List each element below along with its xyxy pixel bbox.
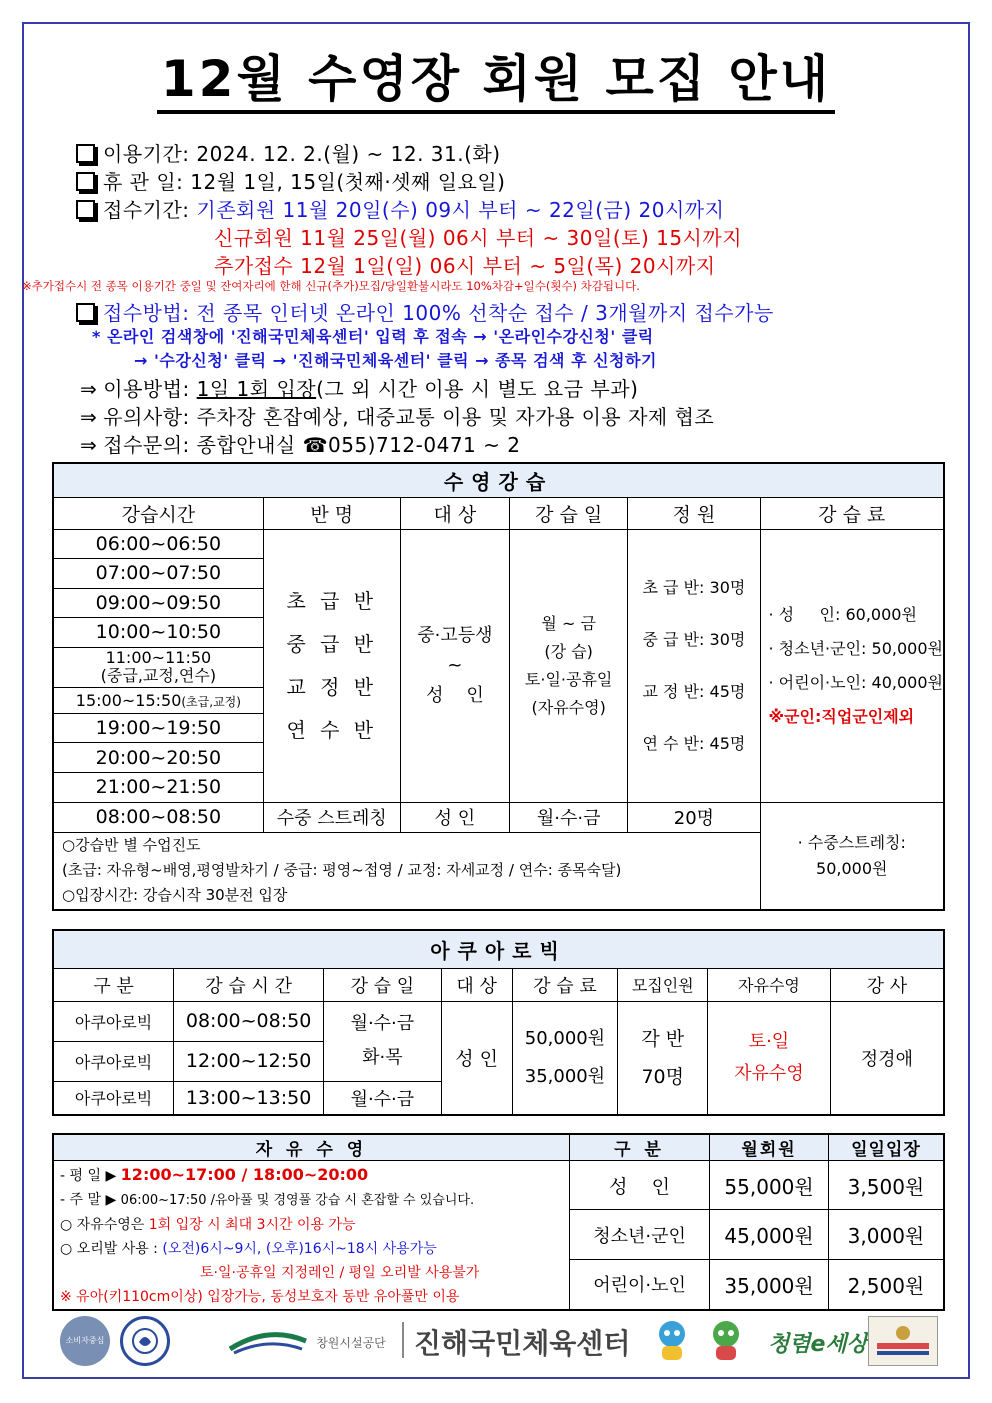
time-cell: 15:00~15:50(초급,교정) — [53, 687, 263, 713]
corp-swoosh-icon — [228, 1327, 308, 1357]
swim-lesson-table — [52, 462, 945, 911]
price-type: 어린이·노인 — [569, 1259, 709, 1310]
col-capacity: 정 원 — [628, 497, 760, 529]
aqua-fee: 50,000원 35,000원 — [512, 1001, 618, 1115]
aqua-row-name: 아쿠아로빅 — [53, 1081, 174, 1115]
col-daily: 일일입장 — [828, 1134, 944, 1161]
stretch-name: 수중 스트레칭 — [263, 802, 400, 832]
aqua-target: 성 인 — [441, 1001, 512, 1115]
stretch-fee: · 수중스트레칭: 50,000원 — [760, 802, 944, 910]
days-cell: 월 ~ 금 (강 습) 토·일·공휴일 (자유수영) — [509, 529, 627, 802]
free-swim-table — [52, 1133, 945, 1311]
info-reg-new: 신규회원 11월 25일(월) 06시 부터 ~ 30일(토) 15시까지 — [214, 226, 743, 250]
info-period: 이용기간: 2024. 12. 2.(월) ~ 12. 31.(화) — [76, 138, 501, 167]
price-type: 성 인 — [569, 1161, 709, 1210]
info-method-step2: → '수강신청' 클릭 → '진해국민체육센터' 클릭 → 종목 검색 후 신청하기 — [134, 351, 657, 370]
center-name: 진해국민체육센터 — [414, 1327, 631, 1360]
time-cell: 10:00~10:50 — [53, 618, 263, 648]
seal-icon — [120, 1316, 170, 1366]
time-cell: 19:00~19:50 — [53, 713, 263, 743]
col-fee: 강 습 료 — [512, 968, 618, 1001]
slogan-logo: 청렴e세상 — [768, 1331, 868, 1357]
mascot-icon — [704, 1318, 748, 1364]
info-method: 접수방법: 전 종목 인터넷 온라인 100% 선착순 접수 / 3개월까지 접수가능 — [76, 297, 774, 326]
stretch-days: 월·수·금 — [509, 802, 627, 832]
price-daily: 3,000원 — [828, 1210, 944, 1259]
col-time: 강 습 시 간 — [174, 968, 324, 1001]
col-days: 강 습 일 — [509, 497, 627, 529]
col-free-swim: 자유수영 — [708, 968, 831, 1001]
checkbox-icon — [76, 303, 95, 322]
consumer-badge-icon: 소비자중심 — [60, 1316, 110, 1366]
stretch-target: 성 인 — [400, 802, 509, 832]
arrow-icon: ⇒ — [80, 433, 98, 457]
aqua-row-time: 13:00~13:50 — [174, 1081, 324, 1115]
divider — [402, 1322, 404, 1358]
price-daily: 3,500원 — [828, 1161, 944, 1210]
capacity-cell: 초 급 반: 30명 중 급 반: 30명 교 정 반: 45명 연 수 반: 45명 — [628, 529, 760, 802]
info-caution: ⇒ 유의사항: 주차장 혼잡예상, 대중교통 이용 및 자가용 이용 자제 협조 — [80, 405, 715, 429]
col-fee: 강 습 료 — [760, 497, 944, 529]
stretch-capacity: 20명 — [628, 802, 760, 832]
checkbox-icon — [76, 200, 95, 219]
aqua-days-a: 월·수·금 화·목 — [324, 1001, 442, 1081]
free-header: 자 유 수 영 — [53, 1134, 569, 1161]
footer-logos — [52, 1312, 945, 1370]
col-target: 대 상 — [441, 968, 512, 1001]
info-usage: ⇒ 이용방법: 1일 1회 입장(그 외 시간 이용 시 별도 요금 부과) — [80, 377, 639, 401]
arrow-icon: ⇒ — [80, 405, 98, 429]
free-rules: - 평 일 ▶ 12:00~17:00 / 18:00~20:00 - 주 말 ▶ 06:00~17:50 /유아풀 및 경영풀 강습 시 혼잡할 수 있습니다. ○ 자유수영은 1회 입장 시 최대 3시간 이용 가능 ○ 오리발 사용 : (오전)6시~9시, (오후)16시~18시 사용가능 토·일·공휴일 지정레인 / 평일 오리발 사용불가 ※ 유아(키110cm이상) 입장가능, 동성보호자 동반 유아풀만 이용 — [53, 1161, 569, 1311]
col-category: 구 분 — [53, 968, 174, 1001]
mascot-icon — [650, 1318, 694, 1364]
aqua-row-name: 아쿠아로빅 — [53, 1001, 174, 1041]
checkbox-icon — [76, 144, 95, 163]
col-target: 대 상 — [400, 497, 509, 529]
page-title: 12월 수영장 회원 모집 안내 — [0, 48, 992, 114]
col-instructor: 강 사 — [830, 968, 944, 1001]
price-monthly: 55,000원 — [710, 1161, 829, 1210]
aqua-row-time: 12:00~12:50 — [174, 1041, 324, 1081]
award-badge-icon — [868, 1316, 938, 1366]
time-cell: 07:00~07:50 — [53, 559, 263, 589]
corp-logo: 창원시설공단 — [212, 1320, 402, 1364]
info-method-step1: * 온라인 검색창에 '진해국민체육센터' 입력 후 접속 → '온라인수강신청' 클릭 — [92, 327, 654, 346]
target-cell: 중·고등생 ~ 성 인 — [400, 529, 509, 802]
aqua-header: 아쿠아로빅 — [53, 930, 944, 968]
time-cell: 09:00~09:50 — [53, 588, 263, 618]
col-time: 강습시간 — [53, 497, 263, 529]
col-class: 반 명 — [263, 497, 400, 529]
price-monthly: 35,000원 — [710, 1259, 829, 1310]
aqua-row-name: 아쿠아로빅 — [53, 1041, 174, 1081]
col-days: 강 습 일 — [324, 968, 442, 1001]
aqua-days-b: 월·수·금 — [324, 1081, 442, 1115]
aqua-instructor: 정경애 — [830, 1001, 944, 1115]
info-contact: ⇒ 접수문의: 종합안내실 ☎055)712-0471 ~ 2 — [80, 433, 521, 457]
col-recruit: 모집인원 — [618, 968, 708, 1001]
fee-cell: · 성 인: 60,000원 · 청소년·군인: 50,000원 · 어린이·노인: 40,000원 ※군인:직업군인제외 — [760, 529, 944, 802]
info-reg-note: ※추가접수시 전 종목 이용기간 중일 및 잔여자리에 한해 신규(추가)모집/당일환불시라도 10%차감+일수(횟수) 차감됩니다. — [22, 279, 640, 293]
swim-header: 수영강습 — [53, 463, 944, 497]
stretch-time: 08:00~08:50 — [53, 802, 263, 832]
aqua-row-time: 08:00~08:50 — [174, 1001, 324, 1041]
aqua-free-swim: 토·일 자유수영 — [708, 1001, 831, 1115]
checkbox-icon — [76, 172, 95, 191]
time-cell: 06:00~06:50 — [53, 529, 263, 559]
col-category: 구 분 — [569, 1134, 709, 1161]
col-monthly: 월회원 — [710, 1134, 829, 1161]
info-closed: 휴 관 일: 12월 1일, 15일(첫째·셋째 일요일) — [76, 166, 506, 195]
aquarobics-table — [52, 929, 945, 1116]
info-registration: 접수기간: 기존회원 11월 20일(수) 09시 부터 ~ 22일(금) 20시까지 — [76, 194, 724, 223]
price-type: 청소년·군인 — [569, 1210, 709, 1259]
price-monthly: 45,000원 — [710, 1210, 829, 1259]
price-daily: 2,500원 — [828, 1259, 944, 1310]
time-cell: 11:00~11:50 (중급,교정,연수) — [53, 647, 263, 687]
aqua-recruit: 각 반 70명 — [618, 1001, 708, 1115]
info-reg-extra: 추가접수 12월 1일(일) 06시 부터 ~ 5일(목) 20시까지 — [214, 254, 716, 278]
time-cell: 20:00~20:50 — [53, 743, 263, 773]
time-cell: 21:00~21:50 — [53, 772, 263, 802]
class-names: 초 급 반 중 급 반 교 정 반 연 수 반 — [263, 529, 400, 802]
swim-notes: ○강습반 별 수업진도 (초급: 자유형~배영,평영발차기 / 중급: 평영~접영 / 교정: 자세교정 / 연수: 종목숙달) ○입장시간: 강습시작 30분전 입장 — [53, 832, 760, 910]
arrow-icon: ⇒ — [80, 377, 98, 401]
